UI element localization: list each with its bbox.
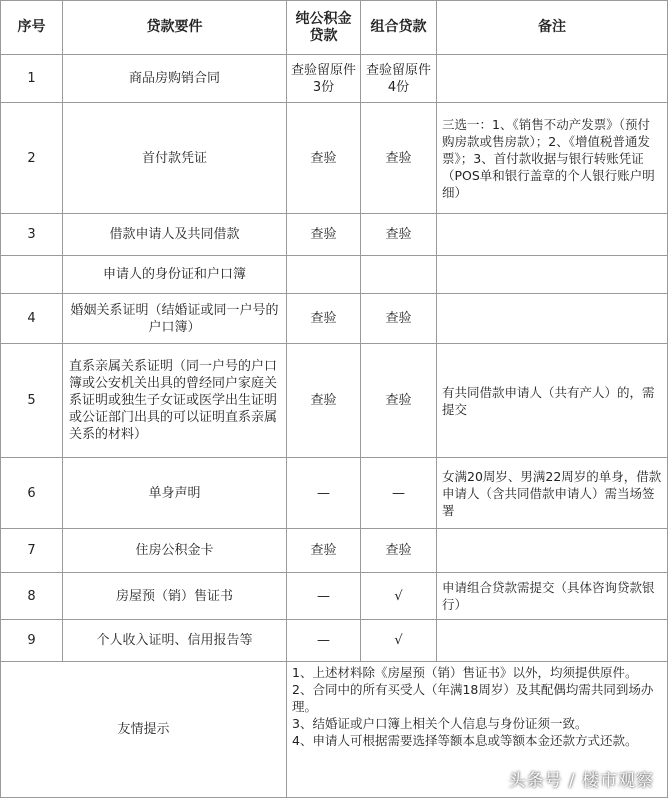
table-row — [1, 294, 668, 344]
row-item: 房屋预（销）售证书 — [63, 573, 287, 620]
row-note: 三选一：1、《销售不动产发票》（预付购房款或售房款）；2、《增值税普通发票》；3、首付款收据与银行转账凭证（POS单和银行盖章的个人银行账户明细） — [437, 103, 668, 214]
tip-line-3: 3、结婚证或户口簿上相关个人信息与身份证须一致。 — [292, 716, 588, 731]
table-row — [1, 103, 668, 214]
row-note: 有共同借款申请人（共有产人）的，需提交 — [437, 344, 668, 458]
row-fund: 查验 — [287, 103, 361, 214]
row-seq: 2 — [1, 103, 63, 214]
table-row — [1, 55, 668, 103]
row-combo: 查验 — [361, 294, 437, 344]
row-note: 女满20周岁、男满22周岁的单身，借款申请人（含共同借款申请人）需当场签署 — [437, 458, 668, 529]
table-row — [1, 214, 668, 256]
table-row — [1, 620, 668, 662]
header-note: 备注 — [437, 1, 668, 55]
header-item: 贷款要件 — [63, 1, 287, 55]
row-fund: — — [287, 573, 361, 620]
row-combo: 查验 — [361, 344, 437, 458]
row-note — [437, 620, 668, 662]
row-seq: 9 — [1, 620, 63, 662]
row-note — [437, 256, 668, 294]
row-seq: 5 — [1, 344, 63, 458]
row-item: 住房公积金卡 — [63, 529, 287, 573]
row-item: 首付款凭证 — [63, 103, 287, 214]
header-fund: 纯公积金贷款 — [287, 1, 361, 55]
tip-line-4: 4、申请人可根据需要选择等额本息或等额本金还款方式还款。 — [292, 733, 638, 748]
row-note — [437, 55, 668, 103]
row-fund: 查验留原件3份 — [287, 55, 361, 103]
row-note — [437, 214, 668, 256]
row-item: 申请人的身份证和户口簿 — [63, 256, 287, 294]
table-row — [1, 529, 668, 573]
row-seq — [1, 256, 63, 294]
table-row — [1, 573, 668, 620]
row-combo: √ — [361, 620, 437, 662]
header-combo: 组合贷款 — [361, 1, 437, 55]
row-note — [437, 294, 668, 344]
header-seq: 序号 — [1, 1, 63, 55]
tips-label: 友情提示 — [1, 662, 287, 798]
table-row — [1, 344, 668, 458]
row-item: 借款申请人及共同借款 — [63, 214, 287, 256]
row-seq: 7 — [1, 529, 63, 573]
row-fund: 查验 — [287, 294, 361, 344]
row-fund: — — [287, 458, 361, 529]
header-row — [1, 1, 668, 55]
row-item: 个人收入证明、信用报告等 — [63, 620, 287, 662]
row-seq: 6 — [1, 458, 63, 529]
row-combo: 查验 — [361, 529, 437, 573]
row-combo: 查验 — [361, 214, 437, 256]
row-item: 直系亲属关系证明（同一户号的户口簿或公安机关出具的曾经同户家庭关系证明或独生子女证或医学出生证明或公证部门出具的可以证明直系亲属关系的材料） — [63, 344, 287, 458]
tip-line-2: 2、合同中的所有买受人（年满18周岁）及其配偶均需共同到场办理。 — [292, 682, 654, 714]
row-fund — [287, 256, 361, 294]
row-fund: 查验 — [287, 344, 361, 458]
row-item: 单身声明 — [63, 458, 287, 529]
row-combo: — — [361, 458, 437, 529]
tip-line-1: 1、上述材料除《房屋预（销）售证书》以外，均须提供原件。 — [292, 665, 638, 680]
row-seq: 1 — [1, 55, 63, 103]
row-note — [437, 529, 668, 573]
row-seq: 8 — [1, 573, 63, 620]
row-combo: 查验留原件4份 — [361, 55, 437, 103]
watermark-text: 头条号 / 楼市观察 — [508, 771, 654, 791]
row-combo: 查验 — [361, 103, 437, 214]
row-note: 申请组合贷款需提交（具体咨询贷款银行） — [437, 573, 668, 620]
row-item: 婚姻关系证明（结婚证或同一户号的户口簿） — [63, 294, 287, 344]
row-seq: 4 — [1, 294, 63, 344]
row-seq: 3 — [1, 214, 63, 256]
table-row — [1, 458, 668, 529]
row-fund: 查验 — [287, 529, 361, 573]
table-row — [1, 256, 668, 294]
row-fund: 查验 — [287, 214, 361, 256]
row-item: 商品房购销合同 — [63, 55, 287, 103]
row-combo: √ — [361, 573, 437, 620]
row-combo — [361, 256, 437, 294]
row-fund: — — [287, 620, 361, 662]
